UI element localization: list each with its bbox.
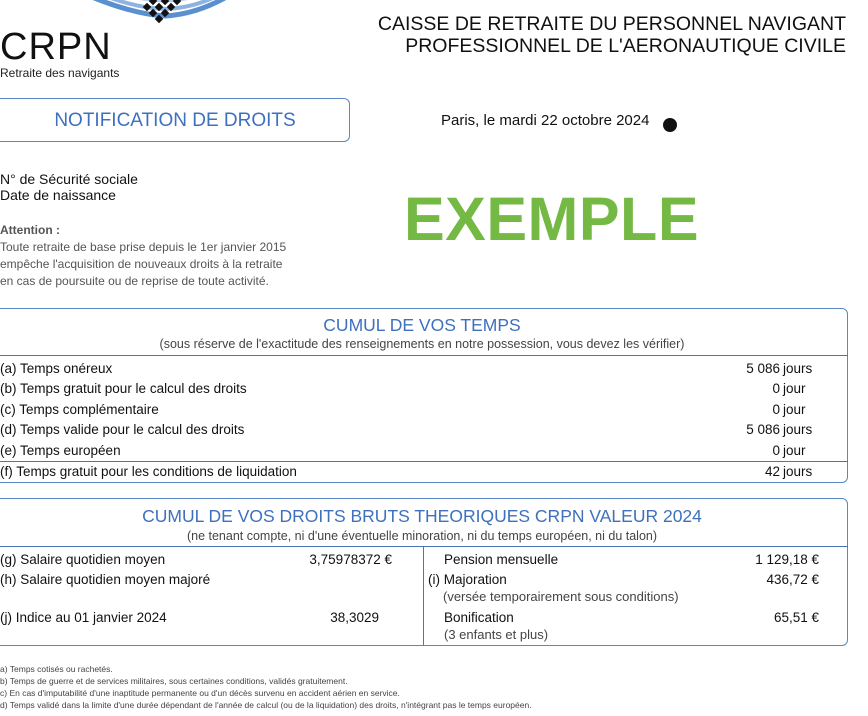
time-row-label: (a) Temps onéreux [0,361,113,376]
time-summary-title: CUMUL DE VOS TEMPS [323,315,521,335]
social-security-label: N° de Sécurité sociale [0,171,138,187]
footnote: a) Temps cotisés ou rachetés. [0,664,113,674]
rights-right-value: 65,51 € [773,610,819,625]
rights-left-label: (g) Salaire quotidien moyen [0,552,166,567]
time-row-label: (d) Temps valide pour le calcul des droits [0,422,245,437]
footnote: c) En cas d'imputabilité d'une inaptitude permanente ou d'un décès survenu en accident aérien en service. [0,688,400,698]
rights-right-note: (versée temporairement sous conditions) [443,589,679,604]
time-row-unit: jour [783,381,806,396]
time-row-unit: jours [783,361,813,376]
rights-left-label: (h) Salaire quotidien moyen majoré [0,572,211,587]
rights-right-label: Bonification [444,610,514,625]
time-row-unit: jours [783,422,813,437]
time-row-unit: jour [783,443,806,458]
logo-tagline: Retraite des navigants [0,66,120,80]
rights-right-value: 1 129,18 € [755,552,819,567]
attention-line: empêche l'acquisition de nouveaux droits à la retraite [0,257,283,271]
time-summary-subtitle: (sous réserve de l'exactitude des renseignements en notre possession, vous devez les vérifier) [159,337,685,351]
time-row-label: (b) Temps gratuit pour le calcul des droits [0,381,247,396]
organization-name-line-2: PROFESSIONNEL DE L'AERONAUTIQUE CIVILE [405,35,846,57]
time-row-label: (e) Temps européen [0,443,121,458]
rights-right-label: (i) Majoration [428,572,507,587]
rights-right-label: Pension mensuelle [444,552,559,567]
attention-title: Attention : [0,223,60,237]
attention-line: en cas de poursuite ou de reprise de toute activité. [0,274,269,288]
rights-left-value: 3,75978372 € [309,552,392,567]
logo-wordmark: CRPN [0,26,112,68]
time-row-value: 0 [772,443,780,458]
time-row-unit: jours [783,464,813,479]
time-row-unit: jour [783,402,806,417]
time-row-value: 0 [772,381,780,396]
section-divider [0,461,848,462]
time-row-label: (c) Temps complémentaire [0,402,159,417]
time-row-value: 5 086 [746,422,780,437]
document-title: NOTIFICATION DE DROITS [54,110,296,131]
time-row-value: 0 [772,402,780,417]
rights-left-value: 38,3029 [330,610,379,625]
rights-right-note: (3 enfants et plus) [444,627,549,642]
document-date: Paris, le mardi 22 octobre 2024 [441,112,650,129]
rights-summary-title: CUMUL DE VOS DROITS BRUTS THEORIQUES CRPN VALEUR 2024 [142,506,702,526]
rights-left-label: (j) Indice au 01 janvier 2024 [0,610,167,625]
section-divider [0,355,848,356]
section-divider [0,546,848,547]
footnote: d) Temps validé dans la limite d'une durée dépendant de l'année de calcul (ou de la liquidation) des droits, n'intégrant pas le temps européen. [0,700,532,710]
footnote: b) Temps de guerre et de services militaires, sous certaines conditions, validés gratuitement. [0,676,348,686]
column-divider [423,547,424,645]
example-watermark: EXEMPLE [404,185,700,253]
time-row-value: 42 [764,464,780,479]
rights-right-value: 436,72 € [766,572,819,587]
time-row-label: (f) Temps gratuit pour les conditions de liquidation [0,464,297,479]
attention-line: Toute retraite de base prise depuis le 1er janvier 2015 [0,240,287,254]
organization-name-line-1: CAISSE DE RETRAITE DU PERSONNEL NAVIGANT [377,13,846,35]
rights-summary-subtitle: (ne tenant compte, ni d'une éventuelle minoration, ni du temps européen, ni du talon) [186,529,658,543]
bullet-dot-icon [663,118,677,132]
birth-date-label: Date de naissance [0,187,116,203]
time-row-value: 5 086 [746,361,780,376]
